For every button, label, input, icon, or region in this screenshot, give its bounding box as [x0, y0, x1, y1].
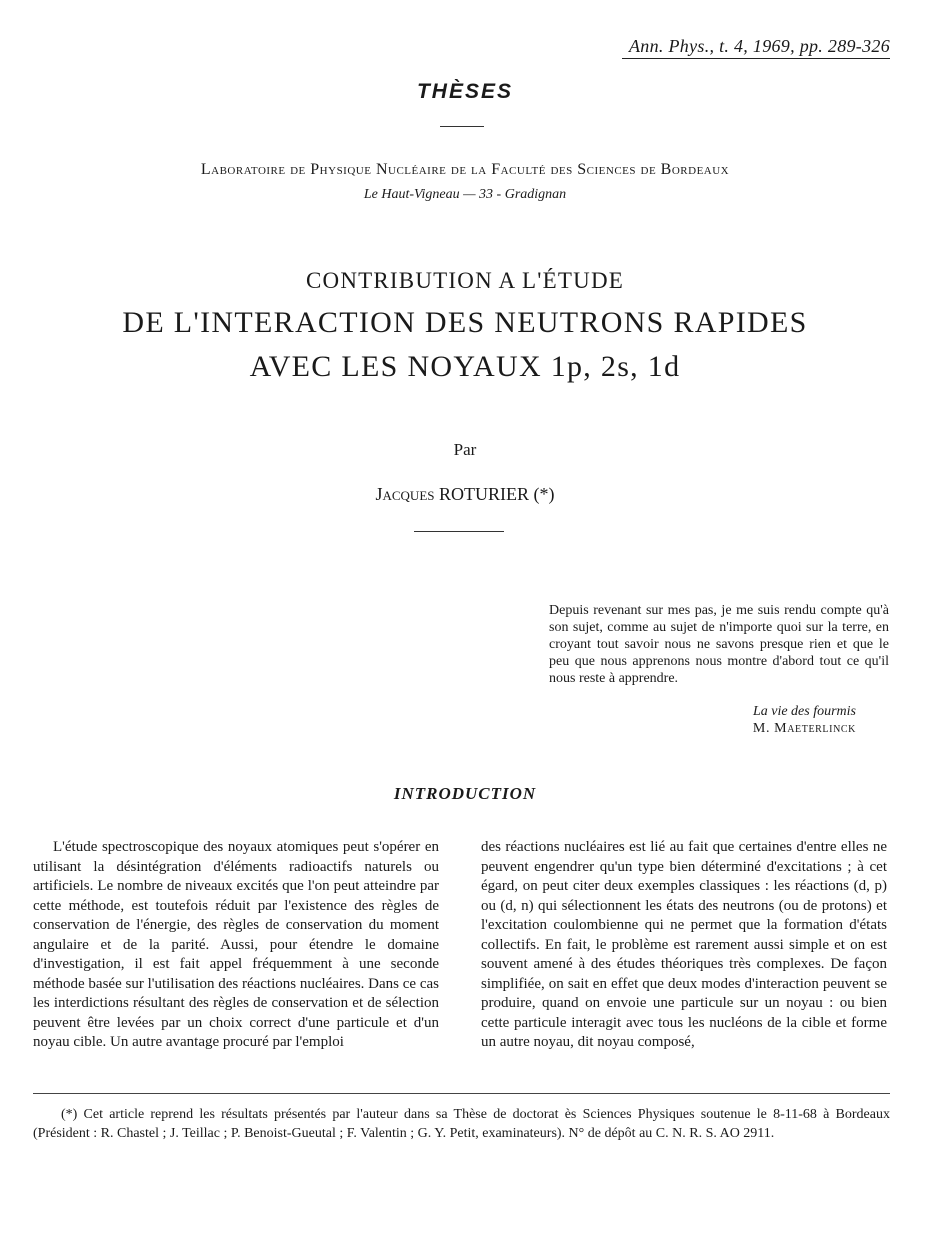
title-line-1: CONTRIBUTION A L'ÉTUDE — [305, 268, 625, 293]
title-line-2: DE L'INTERACTION DES NEUTRONS RAPIDES — [122, 306, 808, 339]
epigraph-work: La vie des fourmis — [752, 704, 856, 719]
epigraph-text: Depuis revenant sur mes pas, je me suis rendu compte qu'à son sujet, comme au sujet de n'importe quoi sur la terre, en croyant tout savoir nous ne savons presque rien et que le peu que nous apprenons nous montre d'abord tout ce qu'il nous reste à apprendre. — [549, 603, 889, 686]
title-line-3: AVEC LES NOYAUX 1p, 2s, 1d — [249, 350, 681, 383]
author — [0, 484, 930, 505]
author-first-name: Jacques — [375, 484, 435, 504]
footnote-rule — [33, 1093, 890, 1094]
introduction-heading: INTRODUCTION — [393, 784, 537, 803]
byline-par: Par — [453, 440, 477, 459]
author-last-name: ROTURIER (*) — [439, 484, 555, 504]
footnote: (*) Cet article reprend les résultats présentés par l'auteur dans sa Thèse de doctorat ès Sciences Physiques soutenue le 8-11-68 à Bordeaux (Président : R. Chastel ; J. Teillac ; P. Benoist-Gueutal ; F. Valentin ; G. Y. Petit, examinateurs). N° de dépôt au C. N. R. S. AO 2911. — [33, 1107, 890, 1141]
divider — [440, 126, 484, 127]
introduction-left-column: L'étude spectroscopique des noyaux atomiques peut s'opérer en utilisant la désintégration d'éléments radioactifs naturels ou artificiels. Le nombre de niveaux excités que l'on peut atteindre par cette méthode, est toutefois réduit par l'existence des règles de conservation de l'énergie, des règles de conservation du moment angulaire et de la parité. Aussi, pour étendre le domaine d'investigation, il est fait appel fréquemment à une seconde méthode basée sur l'utilisation des réactions nucléaires. Dans ce cas les interdictions résultant des règles de conservation et de sélection peuvent être levées par un choix correct d'une particule et d'un noyau cible. Un autre avantage procuré par l'emploi — [33, 839, 439, 1050]
divider — [414, 531, 504, 532]
laboratory-address: Le Haut-Vigneau — 33 - Gradignan — [363, 187, 567, 202]
laboratory-name: Laboratoire de Physique Nucléaire de la Faculté des Sciences de Bordeaux — [200, 161, 730, 178]
citation-underline — [622, 58, 890, 59]
section-label: THÈSES — [416, 80, 514, 103]
introduction-right-column: des réactions nucléaires est lié au fait que certaines d'entre elles ne peuvent engendrer qu'un type bien déterminé d'excitations ; à cet égard, on peut citer deux exemples classiques : les réactions (d, p) ou (d, n) qui sélectionnent les états des neutrons (ou de protons) et l'excitation coulombienne qui ne permet que la formation d'états collectifs. En fait, le problème est rarement aussi simple et on est souvent amené à des études théoriques très complexes. De façon simplifiée, on sait en effet que deux modes d'interaction peuvent se produire, quand on envoie une particule sur un noyau : ou bien cette particule interagit avec tous les nucléons de la cible et forme un autre noyau, dit noyau composé, — [481, 839, 887, 1050]
journal-citation: Ann. Phys., t. 4, 1969, pp. 289-326 — [629, 36, 890, 56]
epigraph-author: M. Maeterlinck — [752, 721, 856, 736]
